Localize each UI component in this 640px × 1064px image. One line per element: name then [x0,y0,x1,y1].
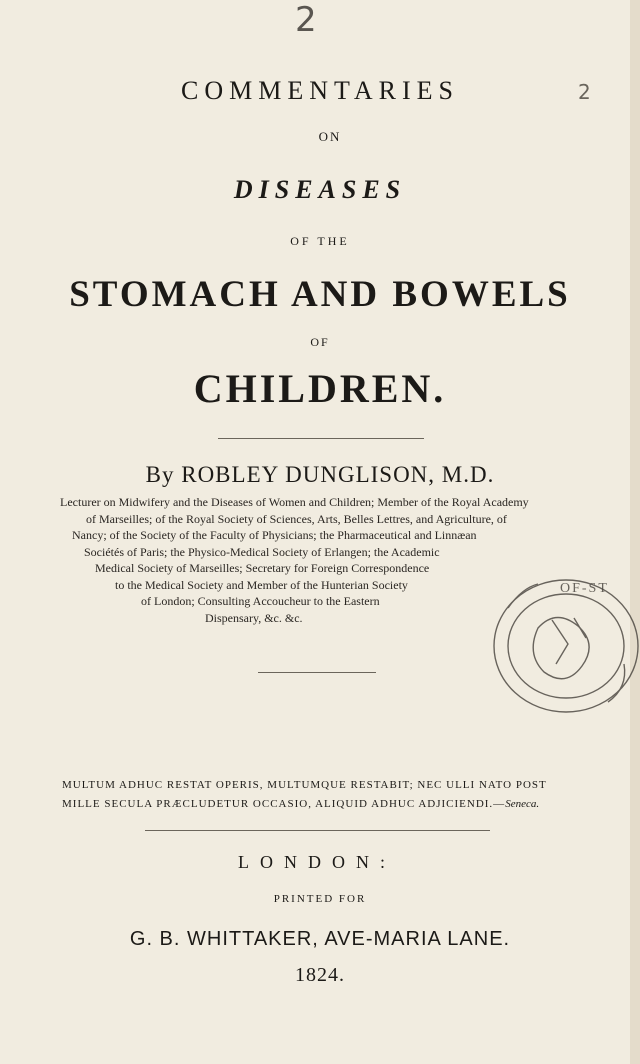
credentials-line: to the Medical Society and Member of the Hunterian Society [115,577,408,592]
stamp-crest [533,617,589,678]
title-of-the: OF THE [290,234,350,248]
motto-text: MULTUM ADHUC RESTAT OPERIS, MULTUMQUE RESTABIT; NEC ULLI NATO POST MILLE SECULA PRÆCLUDETUR OCCASIO, ALIQUID ADHUC ADJICIENDI.— [62,779,547,810]
latin-motto [62,776,582,814]
stamp-figure [552,618,586,664]
pencil-mark-top: 2 [295,0,317,40]
credentials-line: of London; Consulting Accoucheur to the Eastern [141,594,380,608]
byline-by: By [145,462,175,487]
divider-rule [145,830,490,831]
credentials-line: Medical Society of Marseilles; Secretary for Foreign Correspondence [95,561,430,575]
divider-rule [258,672,376,673]
credentials-line: Sociétés of Paris; the Physico-Medical Society of Erlangen; the Academic [84,544,440,559]
author-byline [0,462,640,488]
title-of: OF [310,335,330,349]
credentials-line: of Marseilles; of the Royal Society of Sciences, Arts, Belles Lettres, and Agriculture, of [86,511,507,526]
title-on: ON [318,129,342,144]
credentials-line: Dispensary, &c. &c. [205,610,303,625]
imprint-year: 1824. [295,964,345,986]
stamp-flourish [608,664,625,702]
author-name: ROBLEY DUNGLISON, M.D. [181,462,495,487]
title-children: CHILDREN. [193,366,447,411]
imprint-publisher: G. B. WHITTAKER, AVE-MARIA LANE. [129,928,511,950]
stamp-text: OF-ST [560,581,609,596]
title-stomach-and-bowels: STOMACH AND BOWELS [69,274,571,315]
title-commentaries: COMMENTARIES [181,76,459,105]
credentials-line: Nancy; of the Society of the Faculty of Physicians; the Pharmaceutical and Linnæan [72,528,477,542]
imprint-printed-for: PRINTED FOR [273,893,367,905]
imprint-city: LONDON: [238,852,396,872]
motto-source: Seneca. [505,798,540,810]
credentials-line: Lecturer on Midwifery and the Diseases of Women and Children; Member of the Royal Academy [60,495,529,509]
pencil-mark-right: 2 [578,80,591,104]
title-diseases: DISEASES [233,175,407,204]
library-stamp [478,568,640,728]
divider-rule [218,438,424,439]
